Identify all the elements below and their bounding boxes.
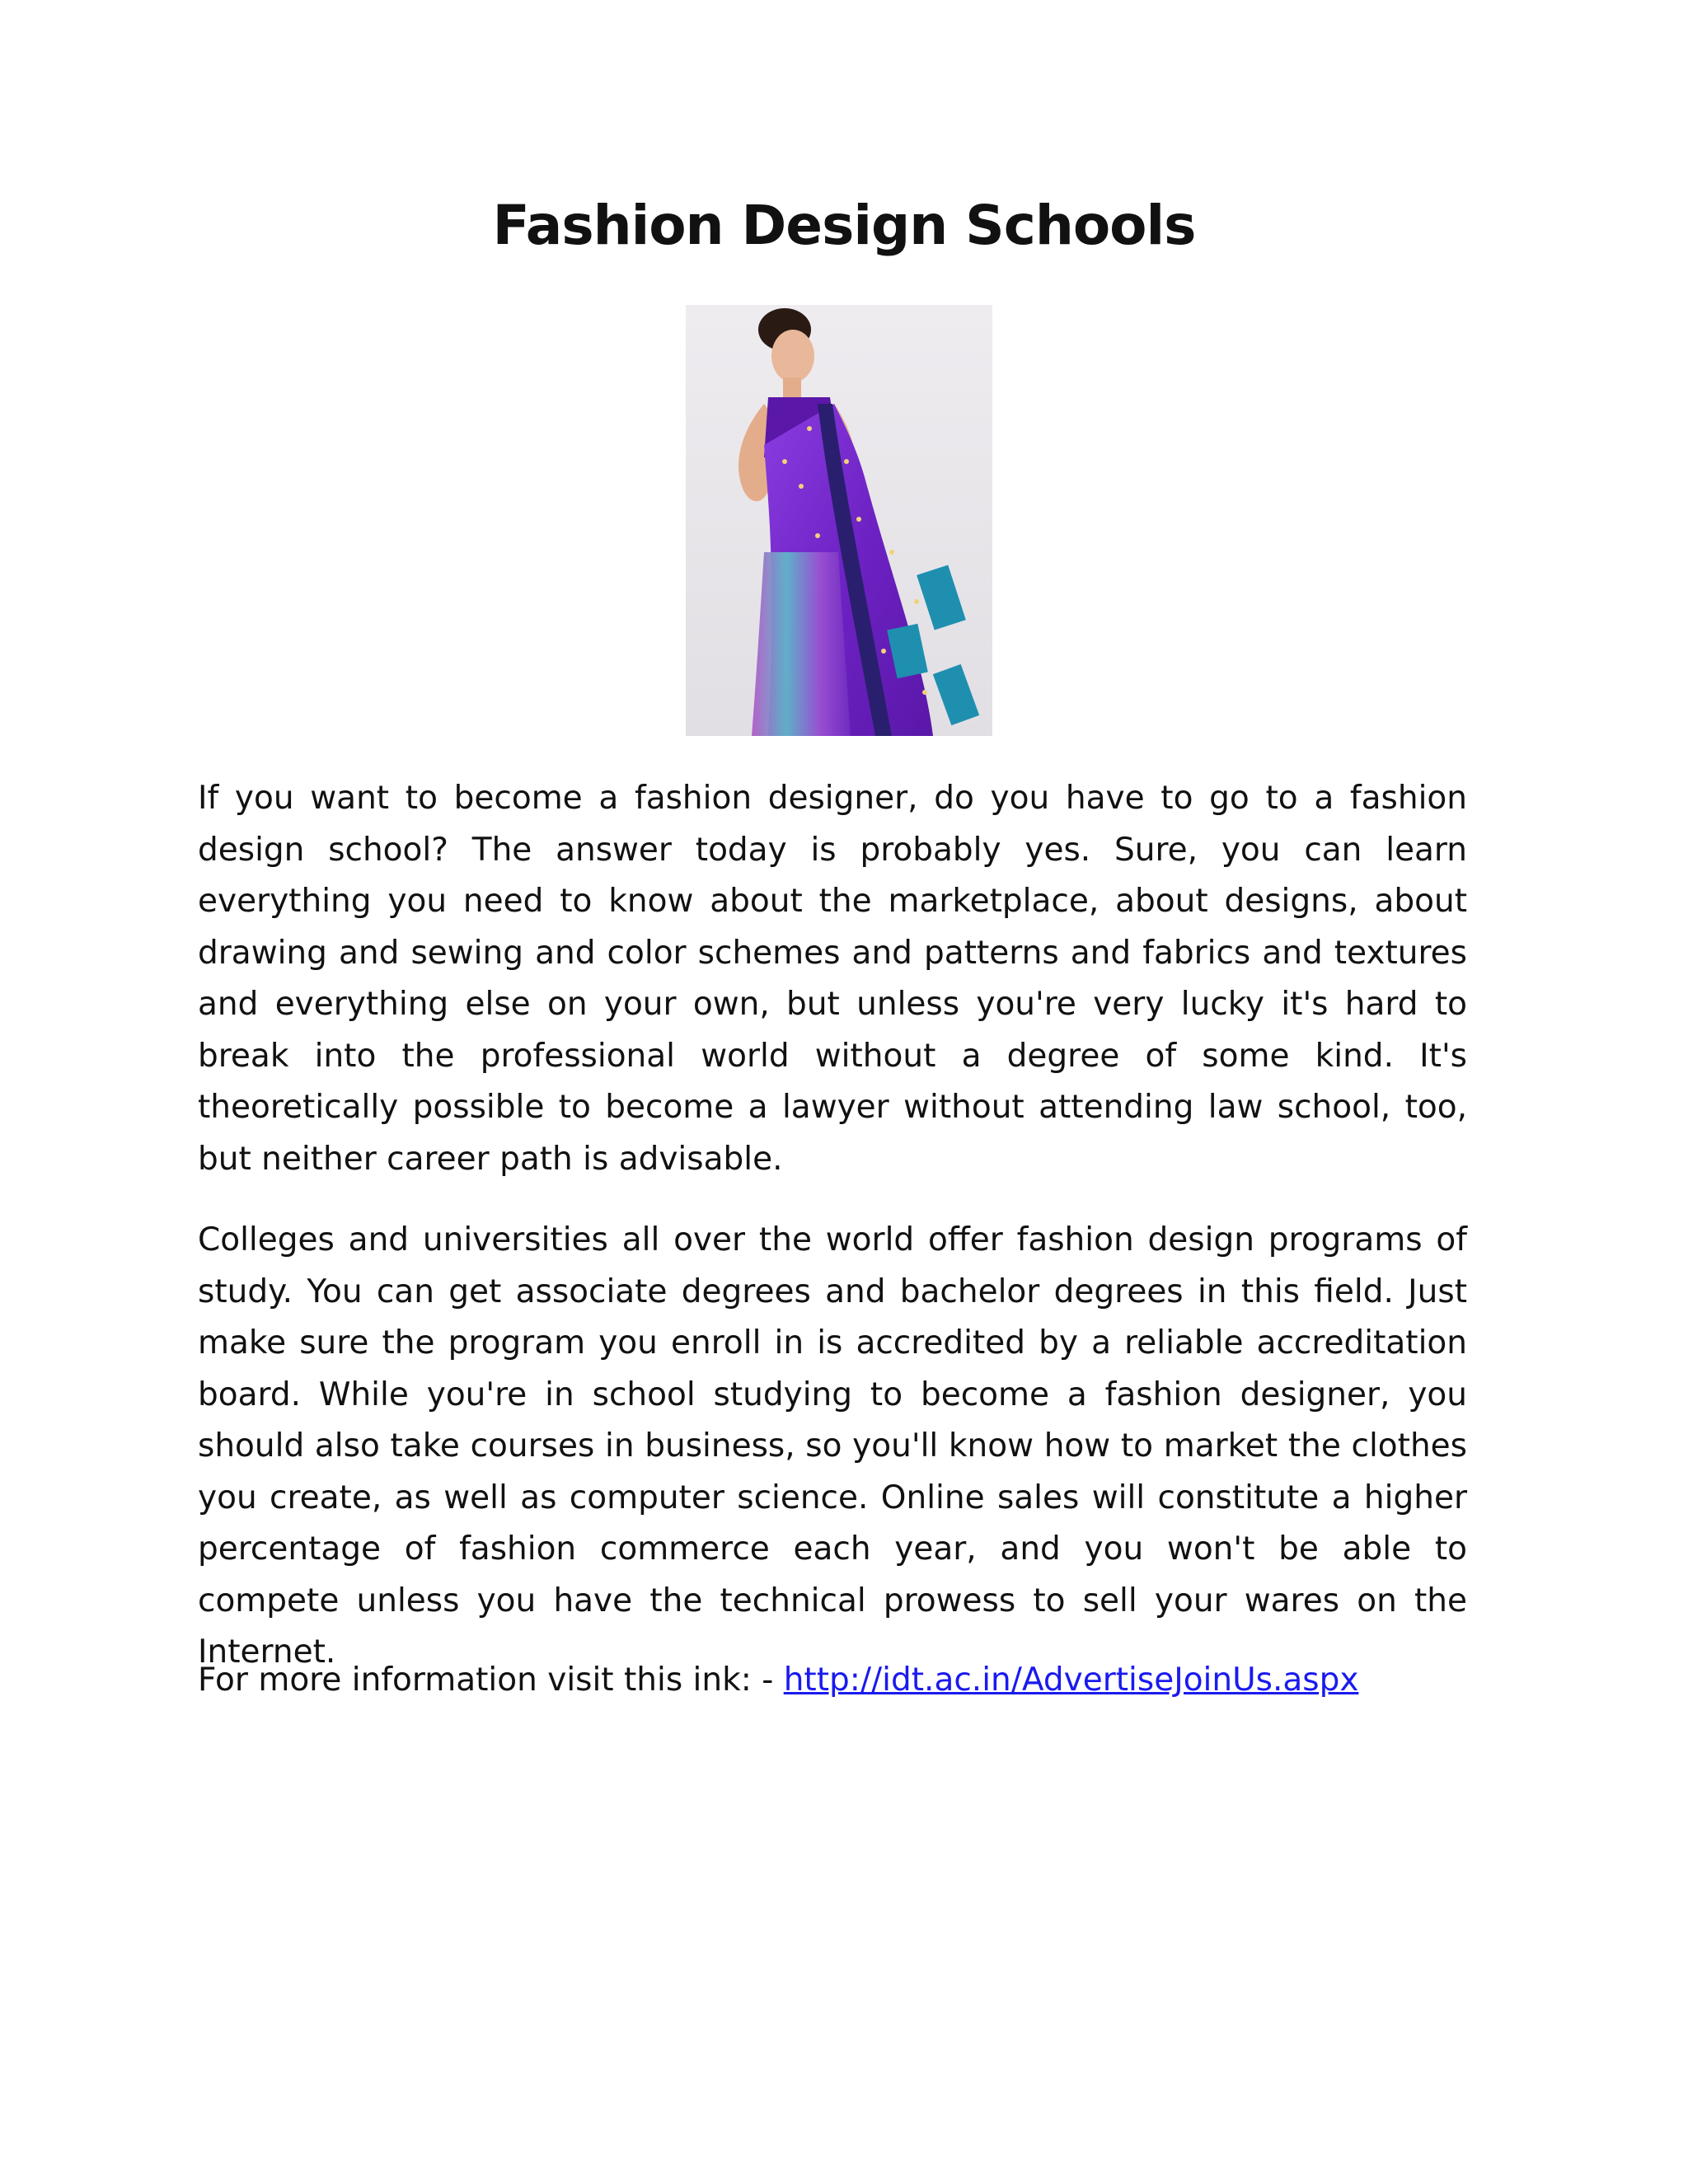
saree-model-photo (686, 305, 992, 736)
saree-model-illustration (686, 305, 992, 736)
more-info-link[interactable]: http://idt.ac.in/AdvertiseJoinUs.aspx (783, 1661, 1359, 1699)
more-info-label: For more information visit this ink: - (198, 1661, 784, 1699)
more-info-line (198, 1655, 1467, 1707)
paragraph-2: Colleges and universities all over the world offer fashion design programs of study. You can get associate degrees and bachelor degrees in this field. Just make sure the program you enroll in is accredited by a reliable accreditation board. While you're in school studying to become a fashion designer, you should also take courses in business, so you'll know how to market the clothes you create, as well as computer science. Online sales will constitute a higher percentage of fashion commerce each year, and you won't be able to compete unless you have the technical prowess to sell your wares on the Internet. (198, 1221, 1467, 1671)
paragraph-1: If you want to become a fashion designer, do you have to go to a fashion design school? The answer today is probably yes. Sure, you can learn everything you need to know about the marketplace, about designs, about drawing and sewing and color schemes and patterns and fabrics and textures and everything else on your own, but unless you're very lucky it's hard to break into the professional world without a degree of some kind. It's theoretically possible to become a lawyer without attending law school, too, but neither career path is advisable. (198, 780, 1467, 1178)
document-title: Fashion Design Schools (492, 194, 1196, 257)
